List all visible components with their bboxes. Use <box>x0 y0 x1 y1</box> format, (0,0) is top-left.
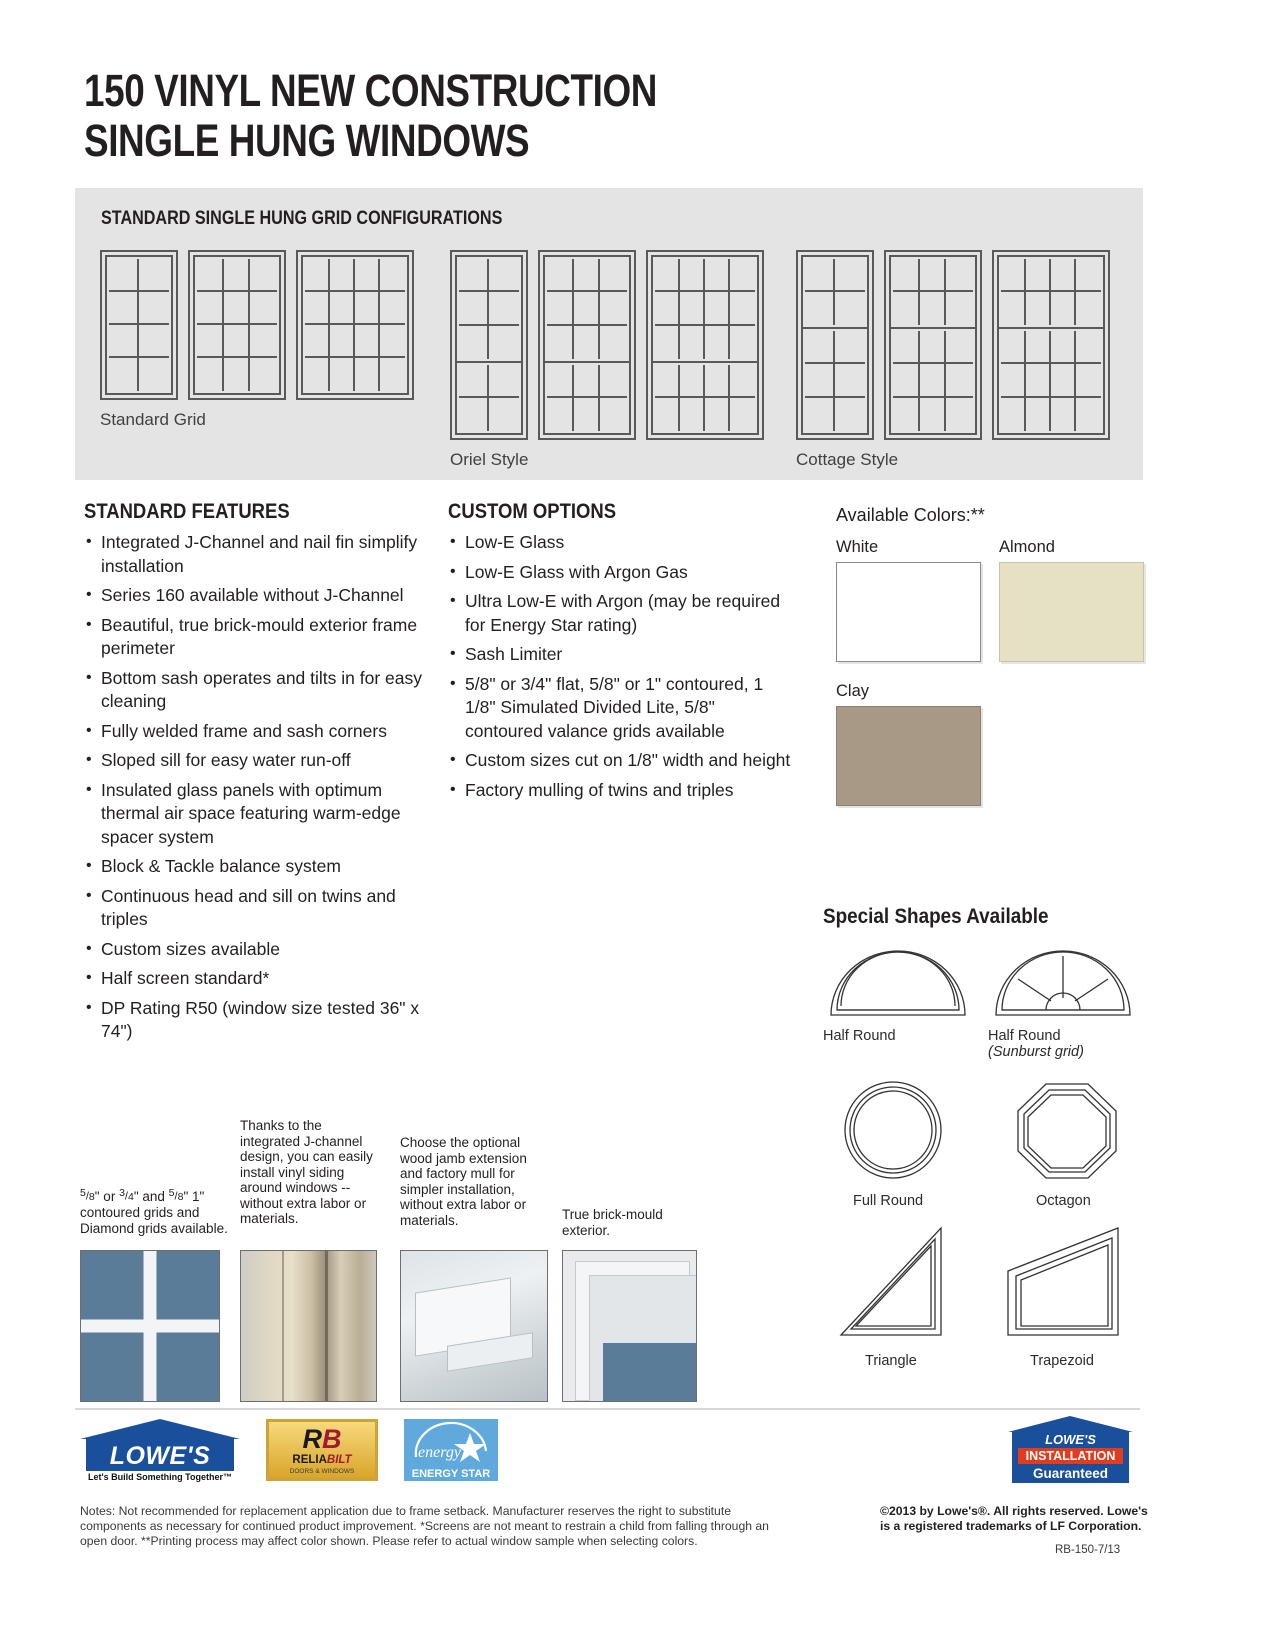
photo-jchannel <box>240 1250 377 1402</box>
caption-jamb-text: Choose the optional wood jamb extension and factory mull for simpler installation, without extra labor or materials. <box>400 1135 527 1228</box>
fraction-3-4: $^3/_4$ <box>119 1187 134 1203</box>
photo-jchannel-edge <box>282 1251 284 1401</box>
footer-notes: Notes: Not recommended for replacement application due to frame setback. Manufacturer reserves the right to substitute components as necessary for continued product improvement. *Screens are not meant to restrain a child from falling through an open door. **Printing process may affect color shown. Please refer to actual window sample when selecting colors. <box>80 1504 769 1548</box>
standard-features-heading: STANDARD FEATURES <box>84 500 290 523</box>
footer-divider <box>75 1408 1140 1410</box>
photo-brickmould-glass <box>603 1343 696 1401</box>
install-line2: Guaranteed <box>1032 1466 1109 1481</box>
install-line1: INSTALLATION <box>1018 1448 1123 1464</box>
color-swatch-white <box>836 538 981 662</box>
fraction-5-8: $^5/_8$ <box>80 1187 95 1203</box>
footer-doc-code: RB-150-7/13 <box>1055 1544 1121 1556</box>
photo-brickmould <box>562 1250 697 1402</box>
caption-jchannel-text: Thanks to the integrated J-channel design, you can easily install vinyl siding around windows -- without extra labor or materials. <box>240 1118 373 1226</box>
shape-half-round <box>823 943 988 1060</box>
energy-star-logo <box>404 1419 498 1481</box>
photo-diamond-grid <box>80 1250 220 1402</box>
list-item: • 5/8" or 3/4" flat, 5/8" or 1" contoured, 1 1/8" Simulated Divided Lite, 5/8" contoured valance grids available <box>448 673 793 744</box>
copyright-text: ©2013 by Lowe's®. All rights reserved. Lowe's is a registered trademarks of LF Corporation. <box>880 1504 1148 1533</box>
color-swatch-row-1 <box>836 538 1146 662</box>
window-cottage-3x3 <box>884 250 982 440</box>
label-cottage-style: Cottage Style <box>796 450 899 469</box>
label-oriel-style: Oriel Style <box>450 450 529 469</box>
special-shapes-title: Special Shapes Available <box>823 905 1049 928</box>
shape-half-round-sunburst <box>988 943 1153 1060</box>
shape-full-round <box>823 1078 988 1209</box>
list-item: • Custom sizes available <box>84 938 434 962</box>
special-shapes-grid <box>823 943 1153 1369</box>
list-item: • Sloped sill for easy water run-off <box>84 749 434 773</box>
reliabilt-rb <box>269 1424 375 1454</box>
page-title-line2: SINGLE HUNG WINDOWS <box>84 115 530 166</box>
custom-options-heading: CUSTOM OPTIONS <box>448 500 617 523</box>
standard-features-column <box>84 500 434 1050</box>
list-item: • Factory mulling of twins and triples <box>448 779 793 803</box>
window-standard-2x4 <box>100 250 178 400</box>
caption-grids-text: 1" contoured grids and Diamond grids available. <box>80 1188 228 1236</box>
list-item: • Low-E Glass with Argon Gas <box>448 561 793 585</box>
list-item: • Block & Tackle balance system <box>84 855 434 879</box>
lowes-tagline: Let's Build Something Together™ <box>88 1472 232 1482</box>
color-swatch-almond <box>999 538 1144 662</box>
list-item: • Bottom sash operates and tilts in for easy cleaning <box>84 667 434 714</box>
color-swatch-row-2 <box>836 682 1146 806</box>
available-colors-title: Available Colors:** <box>836 505 985 525</box>
list-item: • Insulated glass panels with optimum thermal air space featuring warm-edge spacer system <box>84 779 434 850</box>
shape-sublabel: (Sunburst grid) <box>988 1044 1084 1060</box>
window-oriel-2x3 <box>450 250 528 440</box>
window-oriel-4x3 <box>646 250 764 440</box>
energy-word-text: energy <box>418 1444 461 1461</box>
list-item: • Sash Limiter <box>448 643 793 667</box>
reliabilt-relia: RELIA <box>292 1454 327 1466</box>
swatch-chip <box>999 562 1144 662</box>
shape-triangle <box>823 1223 988 1369</box>
custom-options-list <box>448 531 793 802</box>
swatch-label: Clay <box>836 682 870 700</box>
swatch-chip <box>836 706 981 806</box>
footer-copyright <box>880 1504 1150 1534</box>
label-standard-grid: Standard Grid <box>100 410 206 429</box>
caption-brickmould-text: True brick-mould exterior. <box>562 1207 663 1238</box>
lowes-logo <box>80 1419 240 1481</box>
list-item: • DP Rating R50 (window size tested 36" x 74") <box>84 997 434 1044</box>
reliabilt-name-row <box>269 1454 375 1467</box>
trapezoid-icon <box>988 1223 1138 1348</box>
energy-star-label: ENERGY STAR <box>411 1468 491 1480</box>
swatch-chip <box>836 562 981 662</box>
triangle-icon <box>823 1223 973 1348</box>
caption-jamb <box>400 1135 542 1228</box>
full-round-icon <box>823 1078 973 1188</box>
reliabilt-logo <box>266 1419 378 1481</box>
lowes-wordmark: LOWE'S <box>109 1442 211 1470</box>
photo-jamb-extension <box>400 1250 548 1402</box>
caption-brickmould <box>562 1207 702 1238</box>
half-round-icon <box>823 943 973 1023</box>
window-standard-3x4 <box>188 250 286 400</box>
list-item: • Continuous head and sill on twins and triples <box>84 885 434 932</box>
shape-label: Half Round <box>988 1028 1061 1044</box>
installation-guaranteed-logo <box>1008 1416 1133 1486</box>
reliabilt-sub: DOORS & WINDOWS <box>289 1468 355 1475</box>
grid-configurations-panel <box>75 188 1143 480</box>
window-cottage-2x3 <box>796 250 874 440</box>
grid-panel-heading: STANDARD SINGLE HUNG GRID CONFIGURATIONS <box>101 208 503 229</box>
window-standard-4x4 <box>296 250 414 400</box>
standard-features-list <box>84 531 434 1044</box>
fraction-5-8-b: $^5/_8$ <box>168 1187 184 1203</box>
energy-star-icon <box>404 1421 498 1465</box>
list-item: • Low-E Glass <box>448 531 793 555</box>
caption-grids: $^5/_8$" or $^3/_4$" and $^5/_8$" 1" contoured grids and Diamond grids available. <box>80 1187 228 1236</box>
special-shapes-section <box>823 905 1153 1369</box>
photo-grid-horizontal <box>81 1320 219 1333</box>
list-item: • Custom sizes cut on 1/8" width and height <box>448 749 793 773</box>
list-item: • Series 160 available without J-Channel <box>84 584 434 608</box>
reliabilt-b: B <box>322 1424 342 1454</box>
shape-label: Trapezoid <box>1030 1353 1094 1369</box>
shape-octagon <box>988 1078 1153 1209</box>
reliabilt-r: R <box>302 1424 322 1454</box>
shape-label: Full Round <box>853 1193 924 1209</box>
list-item: • Beautiful, true brick-mould exterior frame perimeter <box>84 614 434 661</box>
window-cottage-4x3 <box>992 250 1110 440</box>
shape-trapezoid <box>988 1223 1153 1369</box>
swatch-label: Almond <box>999 538 1055 556</box>
footer-logos <box>80 1419 498 1481</box>
install-gable <box>1008 1416 1133 1432</box>
shape-label: Triangle <box>865 1353 917 1369</box>
page-title-line1: 150 VINYL NEW CONSTRUCTION <box>84 65 657 116</box>
photo-jchannel-edge2 <box>325 1251 328 1401</box>
window-oriel-3x3 <box>538 250 636 440</box>
half-round-sunburst-icon <box>988 943 1138 1023</box>
swatch-label: White <box>836 538 879 556</box>
caption-jchannel <box>240 1118 380 1227</box>
list-item: • Fully welded frame and sash corners <box>84 720 434 744</box>
list-item: • Integrated J-Channel and nail fin simplify installation <box>84 531 434 578</box>
shape-label: Half Round <box>823 1028 896 1044</box>
color-swatch-clay <box>836 682 981 806</box>
lowes-gable <box>80 1419 240 1439</box>
octagon-icon <box>988 1078 1138 1188</box>
available-colors-section <box>836 505 1146 806</box>
shape-label: Octagon <box>1036 1193 1091 1209</box>
custom-options-column <box>448 500 793 808</box>
list-item: • Half screen standard* <box>84 967 434 991</box>
list-item: • Ultra Low-E with Argon (may be required for Energy Star rating) <box>448 590 793 637</box>
install-lowes-wordmark: LOWE'S <box>1045 1432 1096 1447</box>
page-title <box>84 66 783 166</box>
reliabilt-bilt: BILT <box>326 1454 352 1466</box>
